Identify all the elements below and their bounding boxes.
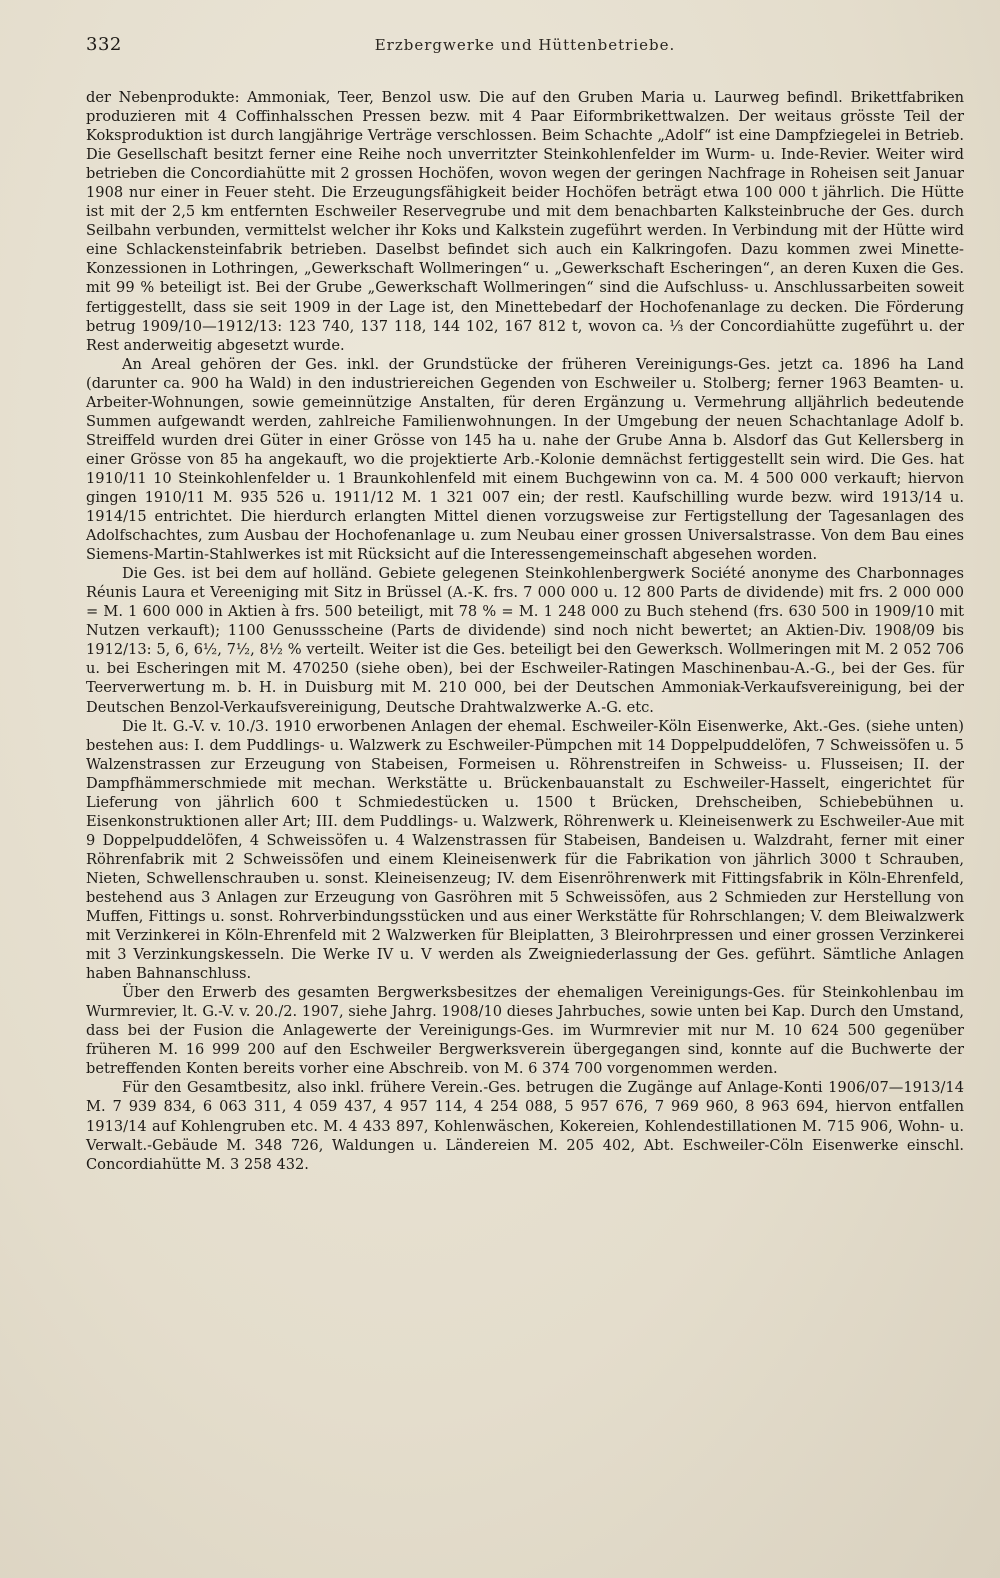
paragraph-byproducts: der Nebenprodukte: Ammoniak, Teer, Benzol usw. Die auf den Gruben Maria u. Laurweg befindl. Brikettfabriken produzieren mit 4 Coffinhalsschen Pressen bezw. mit 4 Paar Eiformbrikettwalzen. Der weitaus grösste Teil der Koksproduktion ist durch langjährige Verträge verschlossen. Beim Schachte „Adolf“ ist eine Dampfziegelei in Betrieb. Die Gesellschaft besitzt ferner eine Reihe noch unverritzter Steinkohlenfelder im Wurm- u. Inde-Revier. Weiter wird betrieben die Concordiahütte mit 2 grossen Hochöfen, wovon wegen der geringen Nachfrage in Roheisen seit Januar 1908 nur einer in Feuer steht. Die Erzeugungsfähigkeit beider Hochöfen beträgt etwa 100 000 t jährlich. Die Hütte ist mit der 2,5 km entfernten Eschweiler Reservegrube und mit dem benachbarten Kalksteinbruche der Ges. durch Seilbahn verbunden, vermittelst welcher ihr Koks und Kalkstein zugeführt werden. In Verbindung mit der Hütte wird eine Schlackensteinfabrik betrieben. Daselbst befindet sich auch ein Kalkringofen. Dazu kommen zwei Minette-Konzessionen in Lothringen, „Gewerkschaft Wollmeringen“ u. „Gewerkschaft Escheringen“, an deren Kuxen die Ges. mit 99 % beteiligt ist. Bei der Grube „Gewerkschaft Wollmeringen“ sind die Aufschluss- u. Anschlussarbeiten soweit fertiggestellt, dass sie seit 1909 in der Lage ist, den Minettebedarf der Hochofenanlage zu decken. Die Förderung betrug 1909/10—1912/13: 123 740, 137 118, 144 102, 167 812 t, wovon ca. ⅓ der Concordiahütte zugeführt u. der Rest anderweitig abgesetzt wurde. [86, 89, 964, 354]
paragraph-acquisition: Über den Erwerb des gesamten Bergwerksbesitzes der ehemaligen Vereinigungs-Ges. für Steinkohlenbau im Wurmrevier, lt. G.-V. v. 20./2. 1907, siehe Jahrg. 1908/10 dieses Jahrbuches, sowie unten bei Kap. Durch den Umstand, dass bei der Fusion die Anlagewerte der Vereinigungs-Ges. im Wurmrevier mit nur M. 10 624 500 gegenüber früheren M. 16 999 200 auf den Eschweiler Bergwerksverein übergegangen sind, konnte auf die Buchwerte der betreffenden Konten bereits vorher eine Abschreib. von M. 6 374 700 vorgenommen werden. [86, 984, 964, 1078]
running-title: Erzbergwerke und Hüttenbetriebe. [374, 36, 676, 54]
paragraph-participations: Die Ges. ist bei dem auf holländ. Gebiete gelegenen Steinkohlenbergwerk Société anonyme des Charbonnages Réunis Laura et Vereeniging mit Sitz in Brüssel (A.-K. frs. 7 000 000 u. 12 800 Parts de dividende) mit frs. 2 000 000 = M. 1 600 000 in Aktien à frs. 500 beteiligt, mit 78 % = M. 1 248 000 zu Buch stehend (frs. 630 500 in 1909/10 mit Nutzen verkauft); 1100 Genussscheine (Parts de dividende) sind noch nicht bewertet; an Aktien-Div. 1908/09 bis 1912/13: 5, 6, 6½, 7½, 8½ % verteilt. Weiter ist die Ges. beteiligt bei den Gewerksch. Wollmeringen mit M. 2 052 706 u. bei Escheringen mit M. 470250 (siehe oben), bei der Eschweiler-Ratingen Maschinenbau-A.-G., bei der Ges. für Teerverwertung m. b. H. in Duisburg mit M. 210 000, bei der Deutschen Ammoniak-Verkaufsvereinigung, bei der Deutschen Benzol-Verkaufsvereinigung, Deutsche Drahtwalzwerke A.-G. etc. [86, 565, 964, 716]
paragraph-areal: An Areal gehören der Ges. inkl. der Grundstücke der früheren Vereinigungs-Ges. jetzt ca. 1896 ha Land (darunter ca. 900 ha Wald) in den industriereichen Gegenden von Eschweiler u. Stolberg; ferner 1963 Beamten- u. Arbeiter-Wohnungen, sowie gemeinnützige Anstalten, für deren Ergänzung u. Vermehrung alljährlich bedeutende Summen aufgewandt werden, zahlreiche Familienwohnungen. In der Umgebung der neuen Schachtanlage Adolf b. Streiffeld wurden drei Güter in einer Grösse von 145 ha u. nahe der Grube Anna b. Alsdorf das Gut Kellersberg in einer Grösse von 85 ha angekauft, wo die projektierte Arb.-Kolonie demnächst fertiggestellt sein wird. Die Ges. hat 1910/11 10 Steinkohlenfelder u. 1 Braunkohlenfeld mit einem Buchgewinn von ca. M. 4 500 000 verkauft; hiervon gingen 1910/11 M. 935 526 u. 1911/12 M. 1 321 007 ein; der restl. Kaufschilling wurde bezw. wird 1913/14 u. 1914/15 entrichtet. Die hierdurch erlangten Mittel dienen vorzugsweise zur Fertigstellung der Tagesanlagen des Adolfschachtes, zum Ausbau der Hochofenanlage u. zum Neubau einer grossen Universalstrasse. Von dem Bau eines Siemens-Martin-Stahlwerkes ist mit Rücksicht auf die Interessengemeinschaft abgesehen worden. [86, 355, 964, 564]
paragraph-acquired-plants: Die lt. G.-V. v. 10./3. 1910 erworbenen Anlagen der ehemal. Eschweiler-Köln Eisenwerke, Akt.-Ges. (siehe unten) bestehen aus: I. dem Puddlings- u. Walzwerk zu Eschweiler-Pümpchen mit 14 Doppelpuddelöfen, 7 Schweissöfen u. 5 Walzenstrassen zur Erzeugung von Stabeisen, Formeisen u. Röhrenstreifen in Schweiss- u. Flusseisen; II. der Dampfhämmerschmiede mit mechan. Werkstätte u. Brückenbauanstalt zu Eschweiler-Hasselt, eingerichtet für Lieferung von jährlich 600 t Schmiedestücken u. 1500 t Brücken, Drehscheiben, Schiebebühnen u. Eisenkonstruktionen aller Art; III. dem Puddlings- u. Walzwerk, Röhrenwerk u. Kleineisenwerk zu Eschweiler-Aue mit 9 Doppelpuddelöfen, 4 Schweissöfen u. 4 Walzenstrassen für Stabeisen, Bandeisen u. Walzdraht, ferner mit einer Röhrenfabrik mit 2 Schweissöfen und einem Kleineisenwerk für die Fabrikation von jährlich 3000 t Schrauben, Nieten, Schwellenschrauben u. sonst. Kleineisenzeug; IV. dem Eisenröhrenwerk mit Fittingsfabrik in Köln-Ehrenfeld, bestehend aus 3 Anlagen zur Erzeugung von Gasröhren mit 5 Schweissöfen, aus 2 Schmieden zur Herstellung von Muffen, Fittings u. sonst. Rohrverbindungsstücken und aus einer Werkstätte für Rohrschlangen; V. dem Bleiwalzwerk mit Verzinkerei in Köln-Ehrenfeld mit 2 Walzwerken für Bleiplatten, 3 Bleirohrpressen und einer grossen Verzinkerei mit 3 Verzinkungskesseln. Die Werke IV u. V werden als Zweigniederlassung der Ges. geführt. Sämtliche Anlagen haben Bahnanschluss. [86, 717, 964, 983]
paragraph-additions: Für den Gesamtbesitz, also inkl. frühere Verein.-Ges. betrugen die Zugänge auf Anlage-Konti 1906/07—1913/14 M. 7 939 834, 6 063 311, 4 059 437, 4 957 114, 4 254 088, 5 957 676, 7 969 960, 8 963 694, hiervon entfallen 1913/14 auf Kohlengruben etc. M. 4 433 897, Kohlenwäschen, Kokereien, Kohlendestillationen M. 715 906, Wohn- u. Verwalt.-Gebäude M. 348 726, Waldungen u. Ländereien M. 205 402, Abt. Eschweiler-Cöln Eisenwerke einschl. Concordiahütte M. 3 258 432. [86, 1079, 964, 1173]
page-header [86, 34, 964, 64]
page-number: 332 [86, 34, 122, 55]
body-text [86, 88, 964, 1174]
